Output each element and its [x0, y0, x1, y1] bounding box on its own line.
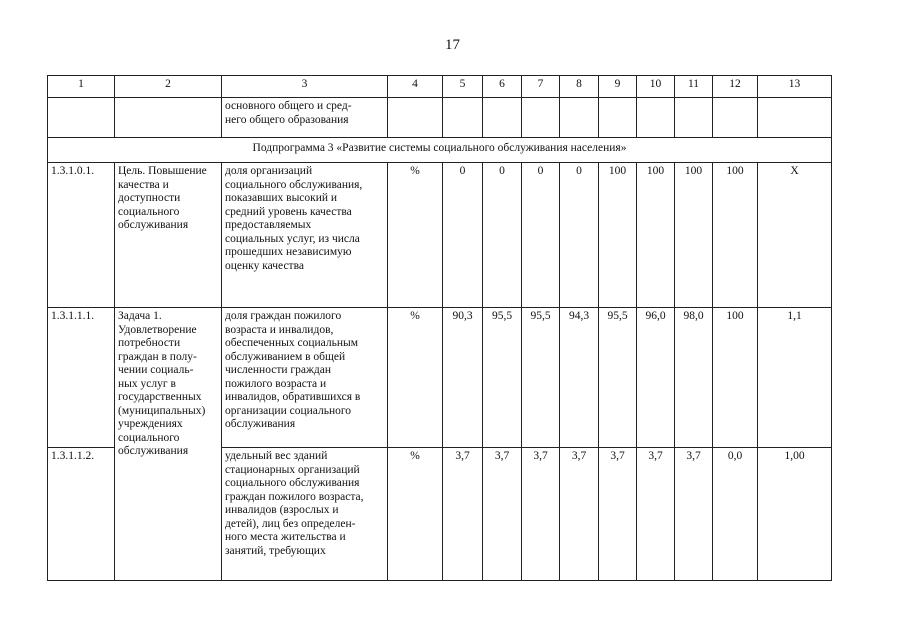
row-code: 1.3.1.1.1.	[48, 308, 115, 448]
row-code: 1.3.1.1.2.	[48, 448, 115, 581]
row-value: 3,7	[599, 448, 637, 581]
row-value: 100	[713, 163, 758, 308]
indicators-table	[47, 75, 832, 581]
column-header: 6	[483, 76, 522, 98]
column-header: 10	[637, 76, 675, 98]
row-value: 0	[560, 163, 599, 308]
row-col13: X	[758, 163, 832, 308]
row-value: 3,7	[522, 448, 560, 581]
subprogram-row	[48, 138, 832, 163]
row-value: 100	[675, 163, 713, 308]
row-unit: %	[388, 448, 443, 581]
column-header: 11	[675, 76, 713, 98]
row-value: 100	[713, 308, 758, 448]
row-value: 98,0	[675, 308, 713, 448]
row-indicator: доля организаций социального обслуживания, показавших высокий и средний уровень качества предоставляемых социальных услуг, из числа прошедших независимую оценку качества	[222, 163, 388, 308]
subprogram-title: Подпрограмма 3 «Развитие системы социального обслуживания населения»	[48, 138, 832, 163]
column-number-row	[48, 76, 832, 98]
row-indicator: удельный вес зданий стационарных организаций социального обслуживания граждан пожилого возраста, инвалидов (взрослых и детей), лиц без определен- ного места жительства и занятий, требующих	[222, 448, 388, 581]
row-value: 3,7	[675, 448, 713, 581]
row-value: 100	[599, 163, 637, 308]
row-value: 94,3	[560, 308, 599, 448]
row-value: 90,3	[443, 308, 483, 448]
row-indicator: доля граждан пожилого возраста и инвалидов, обеспеченных социальным обслуживанием в общей численности граждан пожилого возраста и инвалидов, обратившихся в организации социального обслуживания	[222, 308, 388, 448]
table-row	[48, 308, 832, 448]
row-value: 95,5	[522, 308, 560, 448]
column-header: 5	[443, 76, 483, 98]
row-value: 95,5	[599, 308, 637, 448]
row-value: 3,7	[443, 448, 483, 581]
row-value: 0,0	[713, 448, 758, 581]
row-value: 3,7	[560, 448, 599, 581]
row-code: 1.3.1.0.1.	[48, 163, 115, 308]
row-value: 100	[637, 163, 675, 308]
row-col13: 1,1	[758, 308, 832, 448]
column-header: 2	[115, 76, 222, 98]
page-number: 17	[445, 37, 460, 53]
column-header: 8	[560, 76, 599, 98]
row-unit: %	[388, 163, 443, 308]
column-header: 9	[599, 76, 637, 98]
row-value: 0	[522, 163, 560, 308]
row-value: 96,0	[637, 308, 675, 448]
column-header: 13	[758, 76, 832, 98]
row-goal: Цель. Повышение качества и доступности социального обслуживания	[115, 163, 222, 308]
table-row	[48, 163, 832, 308]
continuation-row	[48, 98, 832, 138]
column-header: 12	[713, 76, 758, 98]
column-header: 7	[522, 76, 560, 98]
row-value: 95,5	[483, 308, 522, 448]
column-header: 1	[48, 76, 115, 98]
row-value: 0	[483, 163, 522, 308]
row-value: 3,7	[637, 448, 675, 581]
row-col13: 1,00	[758, 448, 832, 581]
row-value: 3,7	[483, 448, 522, 581]
row-goal: Задача 1. Удовлетворение потребности граждан в полу- чении социаль- ных услуг в государственных (муниципальных) учреждениях социального обслуживания	[115, 308, 222, 581]
continuation-text: основного общего и сред- него общего образования	[222, 98, 388, 138]
column-header: 3	[222, 76, 388, 98]
row-unit: %	[388, 308, 443, 448]
row-value: 0	[443, 163, 483, 308]
column-header: 4	[388, 76, 443, 98]
